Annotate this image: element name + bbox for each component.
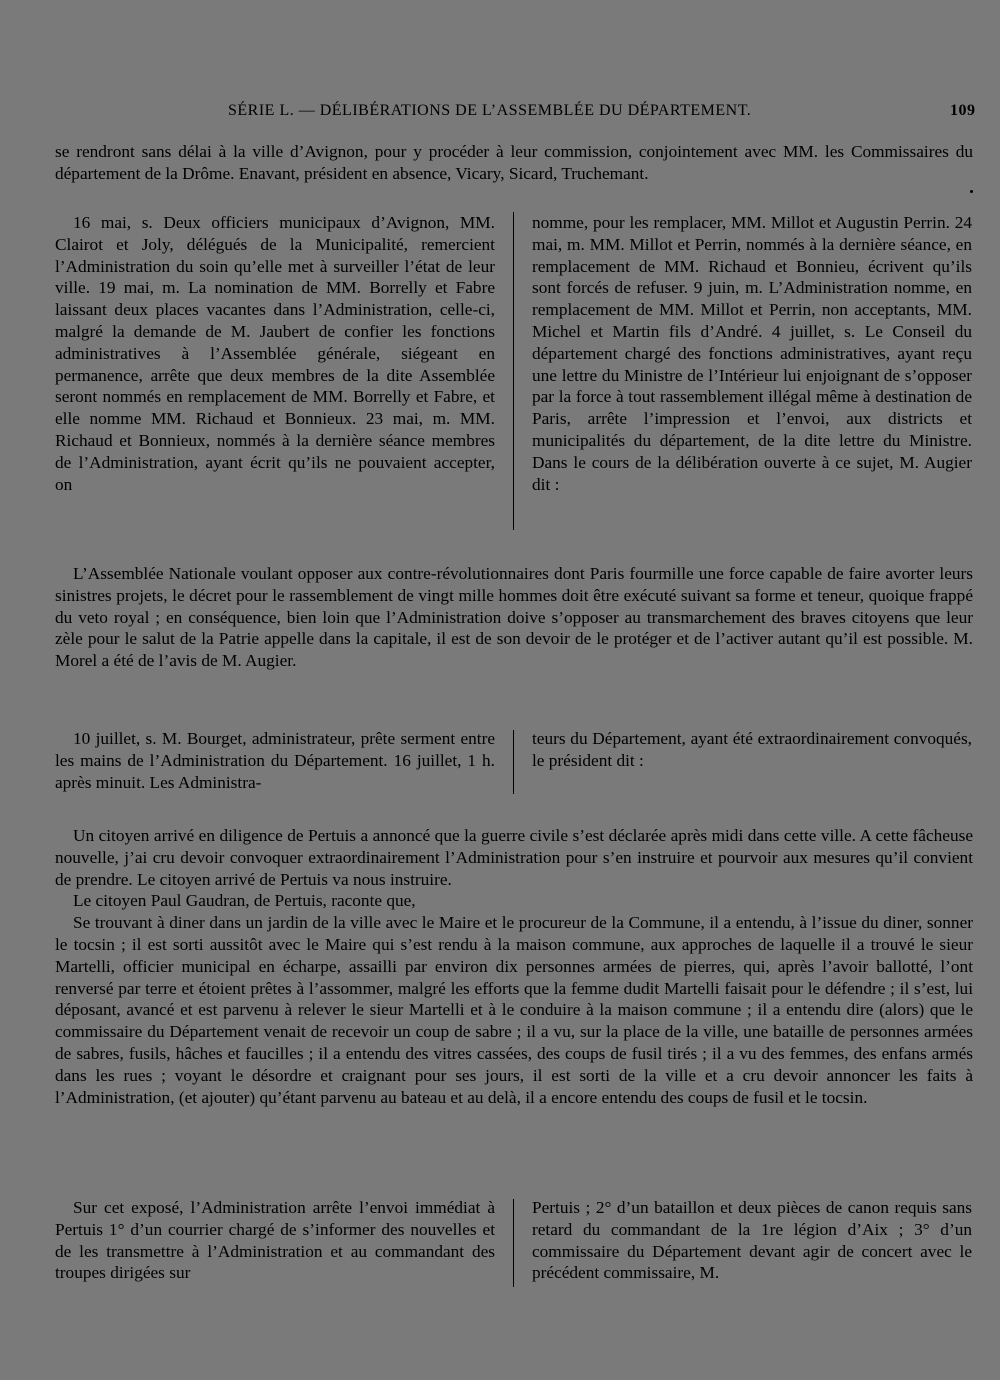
intro-paragraph: se rendront sans délai à la ville d’Avignon, pour y procéder à leur commission, conjointement avec MM. les Commissaires du département de la Drôme. Enavant, président en absence, Vicary, Sicard, Truchemant. bbox=[55, 142, 973, 183]
section2-right-column: teurs du Département, ayant été extraordinairement convoqués, le président dit : bbox=[532, 729, 972, 770]
augier-quote: L’Assemblée Nationale voulant opposer aux contre-révolutionnaires dont Paris fourmille une force capable de faire avorter leurs sinistres projets, le décret pour le rassemblement de vingt mille hommes doit être exécuté suivant sa forme et teneur, quoique frappé du veto royal ; en conséquence, bien loin que l’Administration doive s’opposer au transmarchement des braves citoyens que leur zèle pour le salut de la Patrie appelle dans la capitale, il est de son devoir de le protéger et de l’activer autant qu’il est possible. M. Morel a été de l’avis de M. Augier. bbox=[55, 564, 973, 671]
running-title: SÉRIE L. — DÉLIBÉRATIONS DE L’ASSEMBLÉE DU DÉPARTEMENT. bbox=[228, 102, 752, 119]
president-statement bbox=[55, 825, 973, 1108]
statement-paragraph-2: Le citoyen Paul Gaudran, de Pertuis, raconte que, bbox=[73, 891, 416, 911]
column-divider bbox=[513, 730, 514, 794]
section3-right-column: Pertuis ; 2° d’un bataillon et deux pièces de canon requis sans retard du commandant de la 1re légion d’Aix ; 3° d’un commissaire du Département devant agir de concert avec le précédent commissaire, M. bbox=[532, 1198, 972, 1283]
section1-left-column: 16 mai, s. Deux officiers municipaux d’Avignon, MM. Clairot et Joly, délégués de la Municipalité, remercient l’Administration du soin qu’elle met à surveiller l’état de leur ville. 19 mai, m. La nomination de MM. Borrelly et Fabre laissant deux places vacantes dans l’Administration, celle-ci, malgré la demande de M. Jaubert de confier les fonctions administratives à l’Assemblée générale, siégeant en permanence, arrête que deux membres de la dite Assemblée seront nommés en remplacement de MM. Borrelly et Fabre, et elle nomme MM. Richaud et Bonnieux. 23 mai, m. MM. Richaud et Bonnieux, nommés à la dernière séance membres de l’Administration, ayant écrit qu’ils ne pouvaient accepter, on bbox=[55, 213, 495, 494]
section2-left-column: 10 juillet, s. M. Bourget, administrateur, prête serment entre les mains de l’Administration du Département. 16 juillet, 1 h. après minuit. Les Administra- bbox=[55, 729, 495, 792]
column-divider bbox=[513, 212, 514, 530]
section3-left-column: Sur cet exposé, l’Administration arrête l’envoi immédiat à Pertuis 1° d’un courrier chargé de s’informer des nouvelles et de les transmettre à l’Administration et au commandant des troupes dirigées sur bbox=[55, 1198, 495, 1283]
page-number: 109 bbox=[950, 102, 976, 119]
statement-paragraph-3: Se trouvant à diner dans un jardin de la ville avec le Maire et le procureur de la Commune, il a entendu, à l’issue du diner, sonner le tocsin ; il est sorti aussitôt avec le Maire qui s’est rendu à la maison commune, aux approches de laquelle il a trouvé le sieur Martelli, officier municipal en écharpe, assailli par environ dix personnes armées de pierres, qui, après l’avoir ballotté, l’ont renversé par terre et étoient prêtes à l’assommer, malgré les efforts que la femme dudit Martelli faisait pour le défendre ; il s’est, lui déposant, avancé et est parvenu à relever le sieur Martelli et à le conduire à la maison commune ; il a entendu dire (alors) que le commissaire du Département venait de recevoir un coup de sabre ; il a vu, sur la place de la ville, une bataille de personnes armées de sabres, fusils, hâches et faucilles ; il a entendu des vitres cassées, des coups de fusil tirés ; il a vu des femmes, des enfans armés dans les rues ; voyant le désordre et craignant pour ses jours, il est sorti de la ville et a cru devoir annoncer les faits à l’Administration, (et ajouter) qu’étant parvenu au bateau et au delà, il a encore entendu des coups de fusil et le tocsin. bbox=[55, 913, 973, 1107]
column-divider bbox=[513, 1199, 514, 1287]
print-speck bbox=[970, 190, 973, 193]
page-header bbox=[0, 102, 1000, 126]
statement-paragraph-1: Un citoyen arrivé en diligence de Pertuis a annoncé que la guerre civile s’est déclarée après midi dans cette ville. A cette fâcheuse nouvelle, j’ai cru devoir convoquer extraordinairement l’Administration pour s’en instruire et pourvoir aux mesures qu’il convient de prendre. Le citoyen arrivé de Pertuis va nous instruire. bbox=[55, 826, 973, 889]
section1-right-column: nomme, pour les remplacer, MM. Millot et Augustin Perrin. 24 mai, m. MM. Millot et Perrin, nommés à la dernière séance, en remplacement de MM. Richaud et Bonnieu, écrivent qu’ils sont forcés de refuser. 9 juin, m. L’Administration nomme, en remplacement de MM. Millot et Perrin, non acceptants, MM. Michel et Martin fils d’André. 4 juillet, s. Le Conseil du département chargé des fonctions administratives, ayant reçu une lettre du Ministre de l’Intérieur lui enjoignant de s’opposer par la force à tout rassemblement illégal même à destination de Paris, arrête l’impression et l’envoi, aux districts et municipalités du département, de la dite lettre du Ministre. Dans le cours de la délibération ouverte à ce sujet, M. Augier dit : bbox=[532, 213, 972, 494]
